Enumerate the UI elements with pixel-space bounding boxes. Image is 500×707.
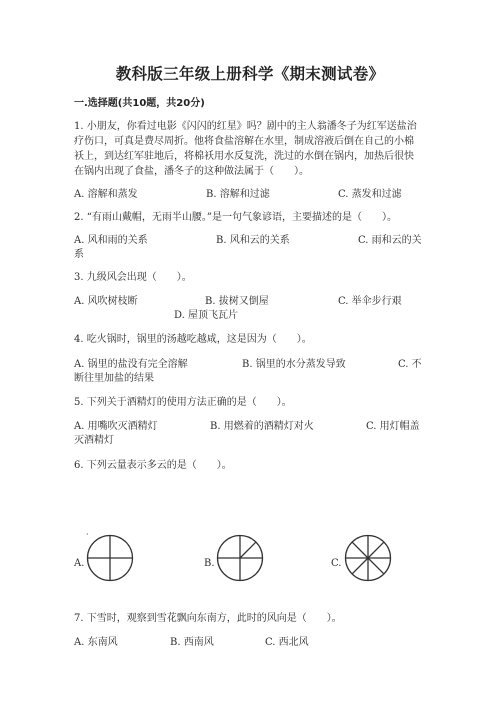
question-2-option-b[interactable]: B. 风和云的关系: [216, 235, 290, 246]
cloud-cover-symbol-a[interactable]: [85, 533, 135, 583]
question-7-text: 7. 下雪时，观察到雪花飘向东南方，此时的风向是（ ）。: [74, 613, 342, 624]
question-4-option-c[interactable]: C. 不: [398, 359, 422, 370]
question-3-text: 3. 九级风会出现（ ）。: [74, 272, 192, 283]
question-7-option-b[interactable]: B. 西南风: [170, 637, 214, 648]
question-3-option-d[interactable]: D. 屋顶飞瓦片: [174, 310, 239, 321]
question-6-option-b[interactable]: B.: [204, 558, 215, 569]
section-heading: 一.选择题(共10题，共20分): [74, 98, 205, 109]
question-5-option-c-continued: 灭酒精灯: [74, 435, 114, 446]
question-1-option-c[interactable]: C. 蒸发和过滤: [338, 189, 402, 200]
question-5-option-a[interactable]: A. 用嘴吹灭酒精灯: [74, 421, 158, 432]
question-7-option-a[interactable]: A. 东南风: [74, 637, 118, 648]
question-1-option-a[interactable]: A. 溶解和蒸发: [74, 189, 138, 200]
question-3-option-c[interactable]: C. 举伞步行艰: [338, 296, 402, 307]
question-5-text: 5. 下列关于酒精灯的使用方法正确的是（ ）。: [74, 397, 292, 408]
page-title: 教科版三年级上册科学《期末测试卷》: [115, 65, 385, 83]
stray-dot: ·: [86, 530, 89, 539]
question-2-option-a[interactable]: A. 风和雨的关系: [74, 235, 148, 246]
question-2-option-c[interactable]: C. 雨和云的关: [358, 235, 422, 246]
question-4-text: 4. 吃火锅时，锅里的汤越吃越咸，这是因为（ ）。: [74, 334, 312, 345]
question-4-option-b[interactable]: B. 锅里的水分蒸发导致: [242, 359, 346, 370]
question-1-option-b[interactable]: B. 溶解和过滤: [206, 189, 270, 200]
question-2-option-c-continued: 系: [74, 249, 84, 260]
question-6-option-c[interactable]: C.: [331, 558, 342, 569]
cloud-cover-symbol-b[interactable]: [215, 533, 265, 583]
question-3-option-a[interactable]: A. 风吹树枝断: [74, 296, 138, 307]
question-1-line-2: 疗伤口，可真是费尽周折。他将食盐溶解在水里，制成溶液后倒在自己的小棉: [74, 136, 414, 147]
question-6-option-a[interactable]: A.: [74, 558, 85, 569]
question-1-line-1: 1. 小朋友，你看过电影《闪闪的红星》吗？剧中的主人翁潘冬子为红军送盐治: [74, 121, 417, 132]
question-6-text: 6. 下列云量表示多云的是（ ）。: [74, 460, 232, 471]
question-1-line-4: 在锅内出现了食盐，潘冬子的这种做法属于（ ）。: [74, 166, 309, 177]
question-2-text: 2. “有雨山戴帽，无雨半山腰。”是一句气象谚语，主要描述的是（ ）。: [74, 212, 397, 223]
question-7-option-c[interactable]: C. 西北风: [265, 637, 309, 648]
question-5-option-b[interactable]: B. 用燃着的酒精灯对火: [210, 421, 314, 432]
question-1-line-3: 袄上，到达红军驻地后，将棉袄用水反复洗，洗过的水倒在锅内，加热后很快: [74, 151, 414, 162]
question-5-option-c[interactable]: C. 用灯帽盖: [366, 421, 420, 432]
question-3-option-b[interactable]: B. 拔树又倒屋: [205, 296, 269, 307]
cloud-cover-symbol-c[interactable]: [343, 533, 393, 583]
question-4-option-a[interactable]: A. 锅里的盐没有完全溶解: [74, 359, 188, 370]
question-4-option-c-continued: 断往里加盐的结果: [74, 373, 154, 384]
